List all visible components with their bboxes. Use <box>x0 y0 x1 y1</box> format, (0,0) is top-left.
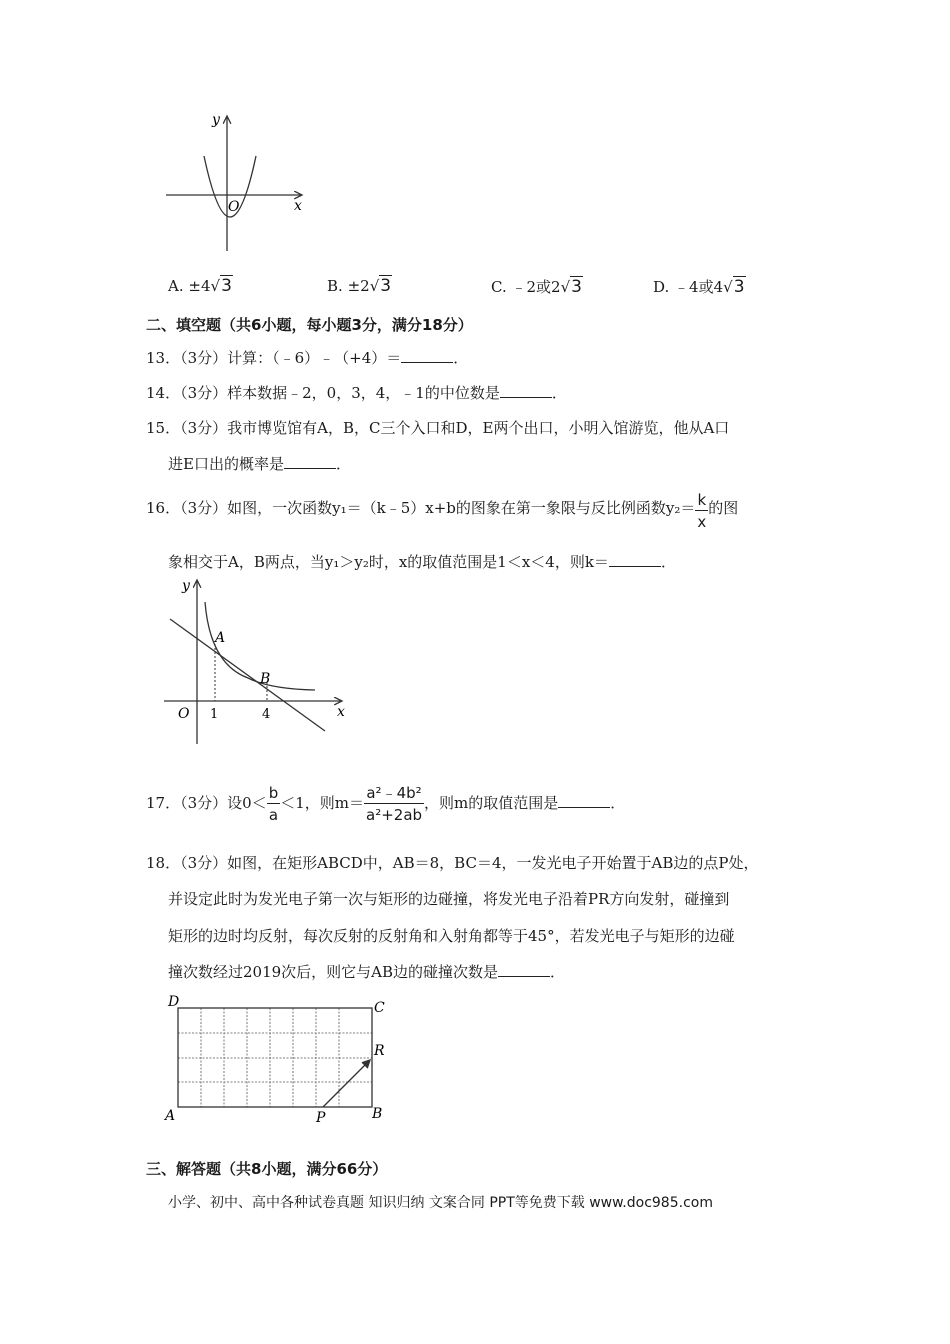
function-graph-figure <box>160 574 360 749</box>
grid-lines <box>178 1008 372 1107</box>
section-3-heading: 三、解答题（共8小题，满分66分） <box>146 1160 388 1178</box>
point-r-label: R <box>374 1043 385 1059</box>
question-15-line1: 15．（3分）我市博览馆有A，B，C三个入口和D，E两个出口，小明入馆游览，他从A口 <box>146 419 730 437</box>
question-18-line4: 撞次数经过2019次后，则它与AB边的碰撞次数是 ． <box>168 963 566 981</box>
point-p-label: P <box>316 1110 326 1126</box>
rectangle-abcd <box>178 1008 372 1107</box>
question-18-line2: 并设定此时为发光电子第一次与矩形的边碰撞，将发光电子沿着PR方向发射，碰撞到 <box>168 890 730 908</box>
arrow-pr <box>323 1060 370 1107</box>
option-c: C. ﹣2或2√3 <box>491 277 582 297</box>
question-16-line2: 象相交于A，B两点，当y₁＞y₂时，x的取值范围是1＜x＜4，则k＝ ． <box>168 553 676 571</box>
linear-function-line <box>170 619 325 731</box>
question-18-line3: 矩形的边时均反射，每次反射的反射角和入射角都等于45°，若发光电子与矩形的边碰 <box>168 927 735 945</box>
point-a-label: A <box>215 630 226 646</box>
question-17: 17．（3分）设0＜ $\frac{b}{a}$ ＜1，则m＝ $\frac{\text{a²﹣4b²}}{\text{a²+2ab}}$ ，则m的取值范围是 ． <box>146 783 626 824</box>
parabola-figure <box>160 108 310 258</box>
vertex-d-label: D <box>168 994 180 1010</box>
vertex-c-label: C <box>374 1000 385 1016</box>
origin-label: O <box>178 706 190 722</box>
tick-4-label: 4 <box>262 707 271 722</box>
option-d: D. ﹣4或4√3 <box>653 277 745 297</box>
question-14: 14．（3分）样本数据﹣2，0，3，4，﹣1的中位数是 ． <box>146 384 567 402</box>
y-label: y <box>212 112 220 128</box>
question-16-line1: 16．（3分）如图，一次函数y₁＝（k﹣5）x+b的图象在第一象限与反比例函数y₂＝ $\frac{k}{x}$ 的图 <box>146 491 739 531</box>
origin-label: O <box>228 199 240 215</box>
x-label: x <box>294 198 302 214</box>
rectangle-grid-figure <box>160 992 400 1128</box>
section-2-heading: 二、填空题（共6小题，每小题3分，满分18分） <box>146 316 473 334</box>
vertex-b-label: B <box>372 1106 383 1122</box>
tick-1-label: 1 <box>210 707 219 722</box>
option-a: A. ±4√3 <box>168 276 232 296</box>
question-15-line2: 进E口出的概率是 ． <box>168 455 351 473</box>
y-label: y <box>182 578 190 594</box>
point-b-label: B <box>260 671 271 687</box>
footer-text: 小学、初中、高中各种试卷真题 知识归纳 文案合同 PPT等免费下载 www.doc985.com <box>168 1195 713 1211</box>
question-18-line1: 18．（3分）如图，在矩形ABCD中，AB＝8，BC＝4，一发光电子开始置于AB边的点P处， <box>146 854 759 872</box>
option-b: B. ±2√3 <box>327 276 392 296</box>
x-label: x <box>337 704 345 720</box>
vertex-a-label: A <box>165 1108 176 1124</box>
question-13: 13．（3分）计算：（﹣6）﹣（+4）＝ ． <box>146 349 469 367</box>
